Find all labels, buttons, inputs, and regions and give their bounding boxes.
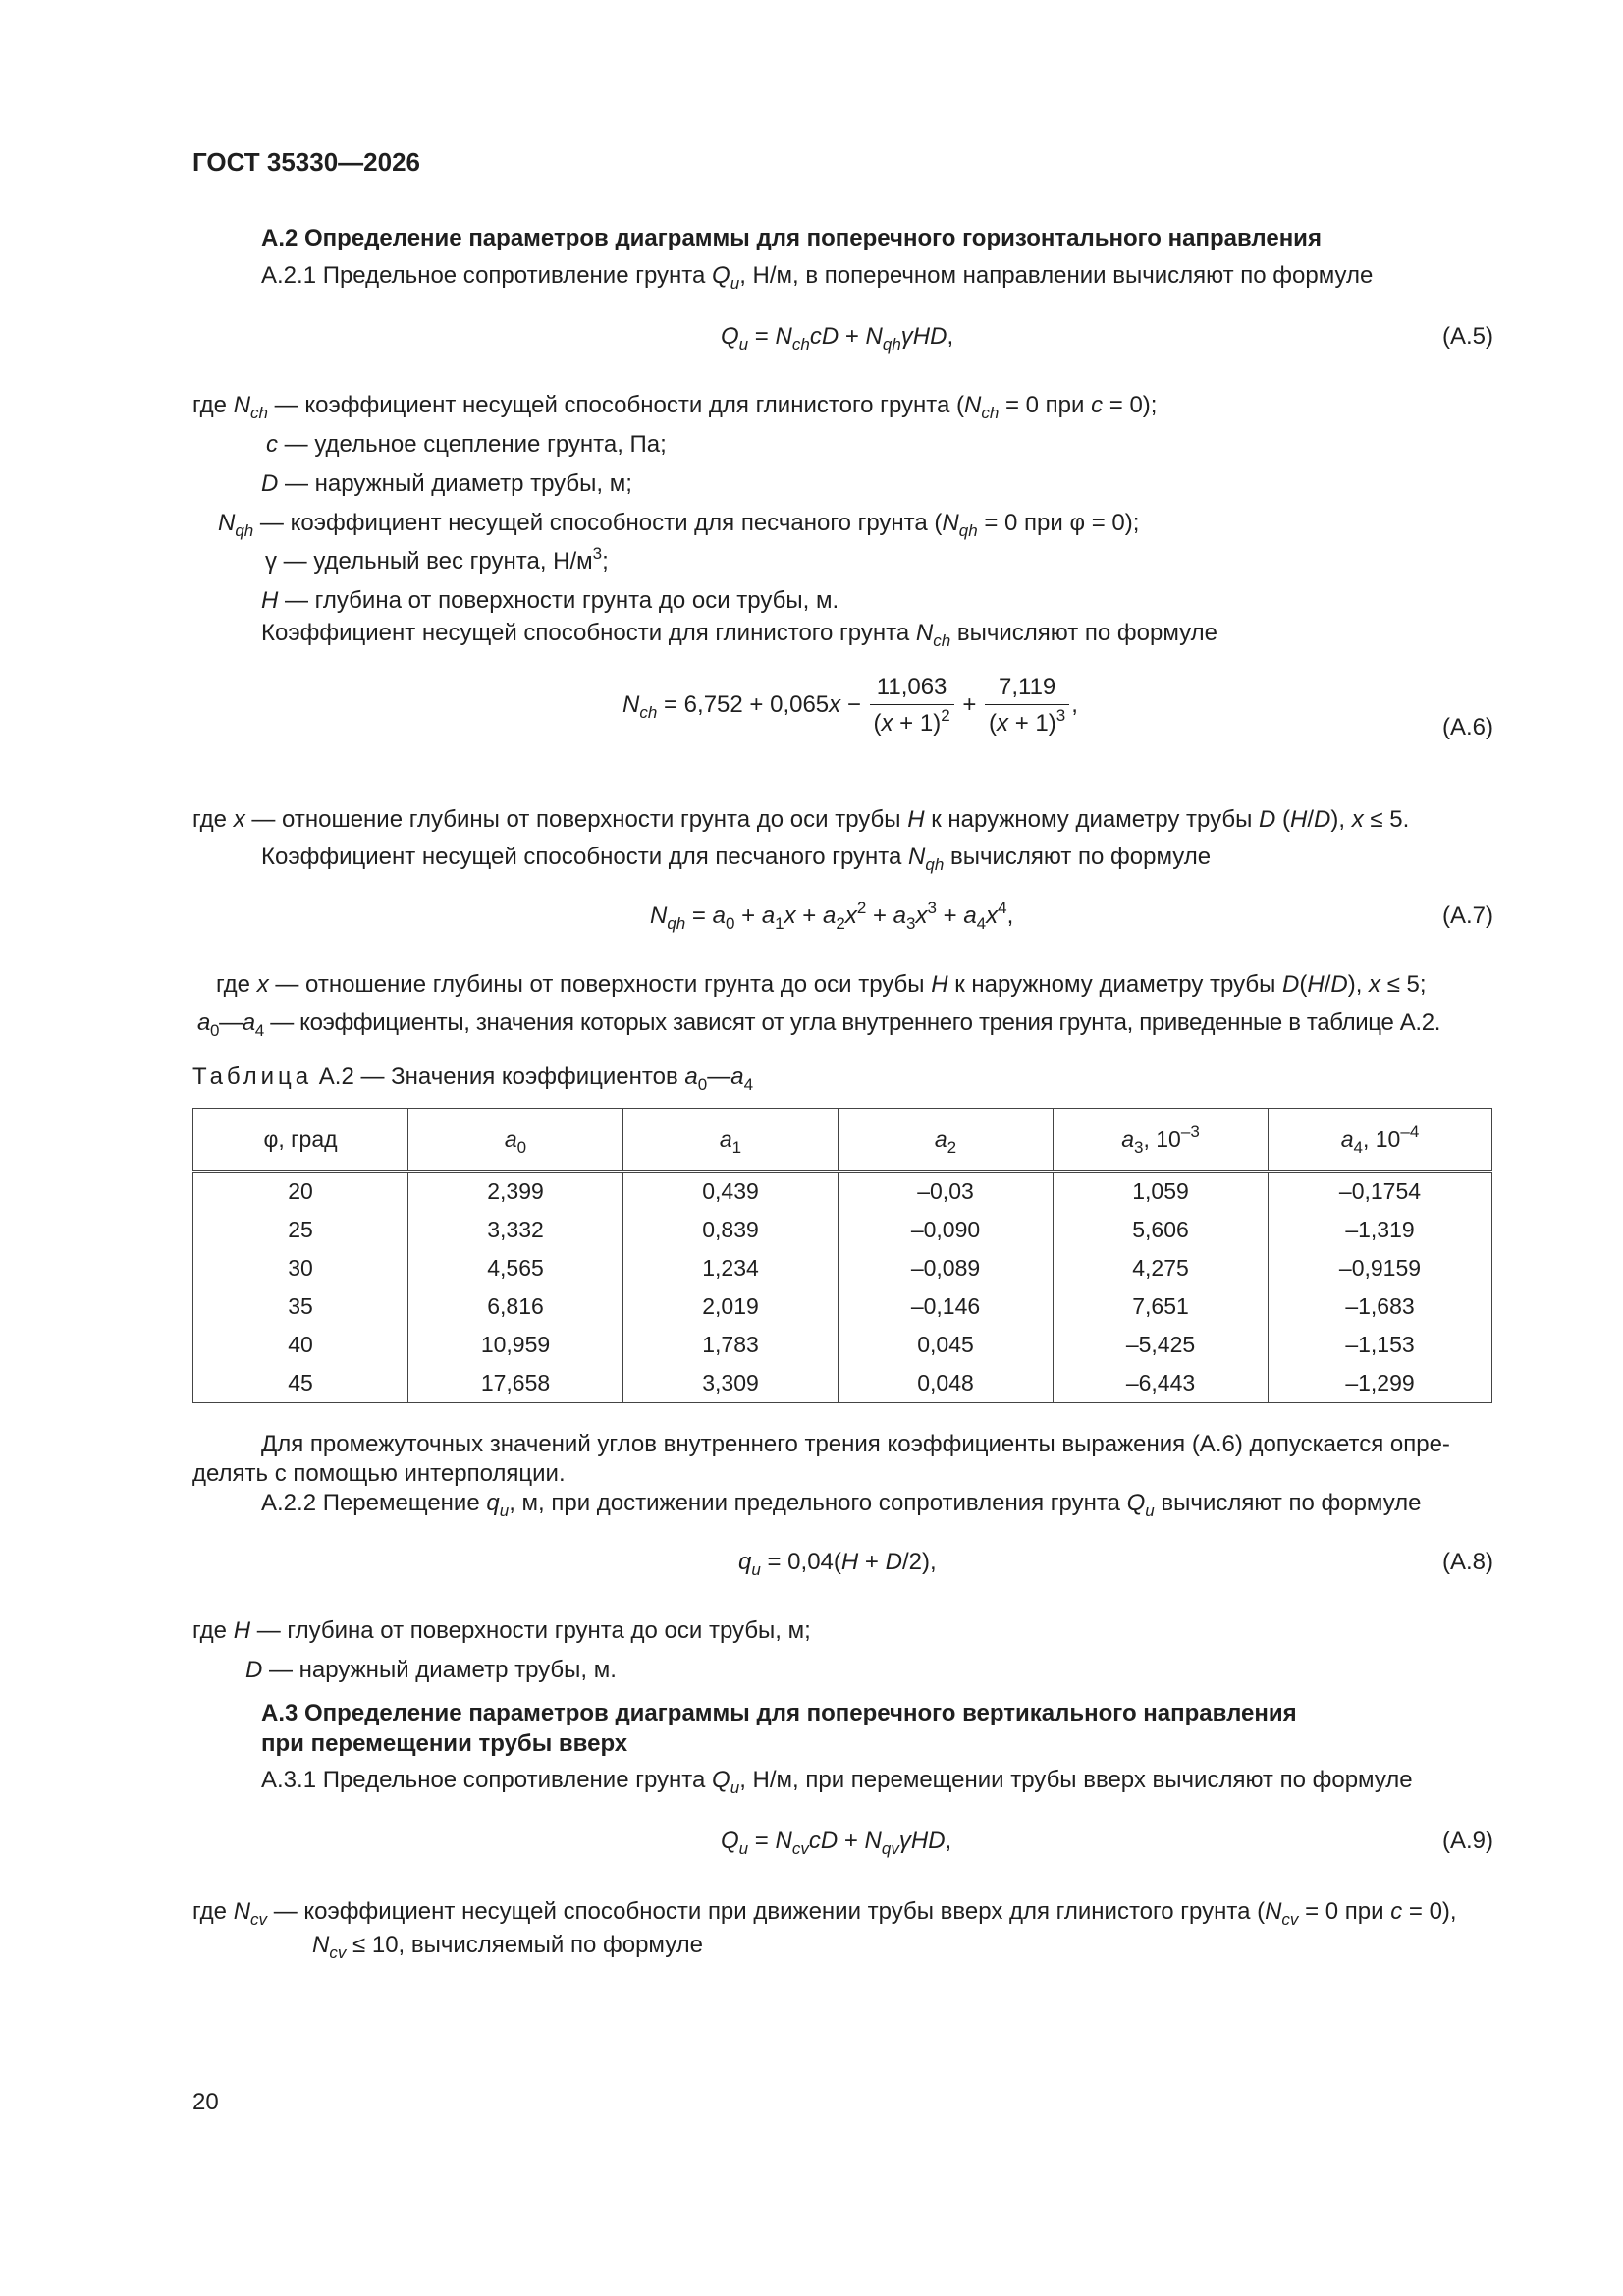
section-a3-title-line1: А.3 Определение параметров диаграммы для поперечного вертикального направления bbox=[261, 1700, 1297, 1726]
equation-a5-number: (А.5) bbox=[1441, 323, 1493, 350]
table-cell: –0,146 bbox=[839, 1287, 1054, 1326]
paragraph-nqh: Коэффициент несущей способности для песчаного грунта $N_{qh}$ вычисляют по формуле bbox=[261, 844, 1212, 874]
table-cell: 6,816 bbox=[408, 1287, 623, 1326]
table-cell: –0,089 bbox=[839, 1249, 1054, 1287]
definition-d: D — наружный диаметр трубы, м; bbox=[261, 470, 632, 497]
table-cell: –6,443 bbox=[1054, 1364, 1269, 1403]
table-row bbox=[193, 1172, 1492, 1212]
table-row bbox=[193, 1364, 1492, 1403]
definition-h: H — глубина от поверхности грунта до оси трубы, м. bbox=[261, 587, 839, 614]
definition-nch: где $N_{ch}$ — коэффициент несущей способности для глинистого грунта ($N_{ch} = 0$ при c = 0); bbox=[192, 392, 1158, 422]
paragraph-a22: А.2.2 Перемещение $q_u$, м, при достижении предельного сопротивления грунта $Q_u$ вычисляют по формуле bbox=[261, 1490, 1422, 1520]
paragraph-a31: А.3.1 Предельное сопротивление грунта $Q_u$, Н/м, при перемещении трубы вверх вычисляют по формуле bbox=[261, 1767, 1413, 1797]
table-cell: 35 bbox=[193, 1287, 408, 1326]
table-cell: –5,425 bbox=[1054, 1326, 1269, 1364]
equation-a6-number: (А.6) bbox=[1441, 714, 1493, 740]
table-row bbox=[193, 1287, 1492, 1326]
table-cell: 0,045 bbox=[839, 1326, 1054, 1364]
header-a3: $a_3$, $10^{-3}$ bbox=[1054, 1109, 1269, 1172]
table-cell: 17,658 bbox=[408, 1364, 623, 1403]
document-header: ГОСТ 35330—2026 bbox=[192, 147, 420, 177]
header-a4: $a_4$, $10^{-4}$ bbox=[1269, 1109, 1492, 1172]
table-row bbox=[193, 1326, 1492, 1364]
table-cell: 1,783 bbox=[623, 1326, 839, 1364]
table-cell: –1,153 bbox=[1269, 1326, 1492, 1364]
section-a3-title-line2: при перемещении трубы вверх bbox=[261, 1730, 628, 1757]
header-a0: $a_0$ bbox=[408, 1109, 623, 1172]
definition-x-1: где x — отношение глубины от поверхности грунта до оси трубы H к наружному диаметру трубы D (H/D), x ≤ 5. bbox=[192, 806, 1410, 833]
table-row bbox=[193, 1211, 1492, 1249]
paragraph-a21: А.2.1 Предельное сопротивление грунта $Q_u$, Н/м, в поперечном направлении вычисляют по формуле bbox=[261, 262, 1374, 293]
table-cell: –1,299 bbox=[1269, 1364, 1492, 1403]
table-cell: –0,090 bbox=[839, 1211, 1054, 1249]
table-cell: 2,019 bbox=[623, 1287, 839, 1326]
table-cell: 0,439 bbox=[623, 1172, 839, 1212]
coefficients-table bbox=[192, 1108, 1492, 1403]
table-cell: –1,319 bbox=[1269, 1211, 1492, 1249]
paragraph-nch: Коэффициент несущей способности для глинистого грунта $N_{ch}$ вычисляют по формуле bbox=[261, 620, 1217, 650]
equation-a7-number: (А.7) bbox=[1441, 902, 1493, 929]
equation-a5: $Q_u = N_{ch}cD + N_{qh}\gamma HD$, bbox=[721, 323, 954, 354]
table-cell: 4,275 bbox=[1054, 1249, 1269, 1287]
definition-c: c — удельное сцепление грунта, Па; bbox=[266, 431, 667, 458]
definition-h-a8: где H — глубина от поверхности грунта до оси трубы, м; bbox=[192, 1617, 811, 1644]
table-cell: 30 bbox=[193, 1249, 408, 1287]
table-cell: –1,683 bbox=[1269, 1287, 1492, 1326]
header-a2: $a_2$ bbox=[839, 1109, 1054, 1172]
definition-gamma: γ — удельный вес грунта, $Н/м^3$; bbox=[265, 544, 609, 574]
paragraph-interpolation-2: делять с помощью интерполяции. bbox=[192, 1460, 566, 1487]
table-cell: 0,839 bbox=[623, 1211, 839, 1249]
header-phi: φ, град bbox=[193, 1109, 408, 1172]
header-a1: $a_1$ bbox=[623, 1109, 839, 1172]
table-cell: 7,651 bbox=[1054, 1287, 1269, 1326]
section-a2-title: А.2 Определение параметров диаграммы для поперечного горизонтального направления bbox=[261, 225, 1322, 251]
paragraph-interpolation-1: Для промежуточных значений углов внутреннего трения коэффициенты выражения (А.6) допускается опре- bbox=[261, 1431, 1450, 1457]
table-cell: –0,1754 bbox=[1269, 1172, 1492, 1212]
table-cell: 45 bbox=[193, 1364, 408, 1403]
equation-a8: $q_u = 0,04(H + D/2)$, bbox=[738, 1549, 937, 1579]
table-cell: 2,399 bbox=[408, 1172, 623, 1212]
table-cell: 25 bbox=[193, 1211, 408, 1249]
table-row bbox=[193, 1249, 1492, 1287]
table-cell: 4,565 bbox=[408, 1249, 623, 1287]
table-caption: Таблица А.2 — Значения коэффициентов $a_0—a_4$ bbox=[192, 1064, 754, 1094]
table-cell: 0,048 bbox=[839, 1364, 1054, 1403]
table-cell: 10,959 bbox=[408, 1326, 623, 1364]
table-header-row bbox=[193, 1109, 1492, 1172]
page-number: 20 bbox=[192, 2089, 219, 2115]
definition-d-a8: D — наружный диаметр трубы, м. bbox=[245, 1657, 617, 1683]
equation-a8-number: (А.8) bbox=[1441, 1549, 1493, 1575]
table-cell: –0,03 bbox=[839, 1172, 1054, 1212]
table-cell: 5,606 bbox=[1054, 1211, 1269, 1249]
equation-a9: $Q_u = N_{cv}cD + N_{qv}\gamma HD$, bbox=[721, 1828, 952, 1858]
table-cell: 1,059 bbox=[1054, 1172, 1269, 1212]
equation-a9-number: (А.9) bbox=[1441, 1828, 1493, 1854]
definition-ncv-line1: где $N_{cv}$ — коэффициент несущей способности при движении трубы вверх для глинистого грунта ($N_{cv} = 0$ при c = 0), bbox=[192, 1898, 1457, 1929]
table-cell: 3,309 bbox=[623, 1364, 839, 1403]
equation-a6: $N_{ch} = 6,752 + 0,065x$ − $\frac{11,063}{(x + 1)^2}$ + $\frac{7,119}{(x + 1)^3}$ , bbox=[622, 674, 1078, 737]
definition-x-2: где x — отношение глубины от поверхности грунта до оси трубы H к наружному диаметру трубы D(H/D), x ≤ 5; bbox=[216, 971, 1427, 998]
equation-a7: $N_{qh} = a_0 + a_1x + a_2x^2 + a_3x^3 + a_4x^4$, bbox=[650, 899, 1014, 933]
table-cell: –0,9159 bbox=[1269, 1249, 1492, 1287]
table-cell: 3,332 bbox=[408, 1211, 623, 1249]
definition-ncv-line2: $N_{cv} \le 10$, вычисляемый по формуле bbox=[312, 1932, 704, 1962]
table-cell: 20 bbox=[193, 1172, 408, 1212]
definition-nqh: $N_{qh}$ — коэффициент несущей способности для песчаного грунта ($N_{qh} = 0$ при φ = 0); bbox=[218, 510, 1140, 540]
definition-a0-a4: $a_0—a_4$ — коэффициенты, значения которых зависят от угла внутреннего трения грунта, приведенные в таблице А.2. bbox=[197, 1010, 1441, 1040]
table-cell: 1,234 bbox=[623, 1249, 839, 1287]
table-cell: 40 bbox=[193, 1326, 408, 1364]
